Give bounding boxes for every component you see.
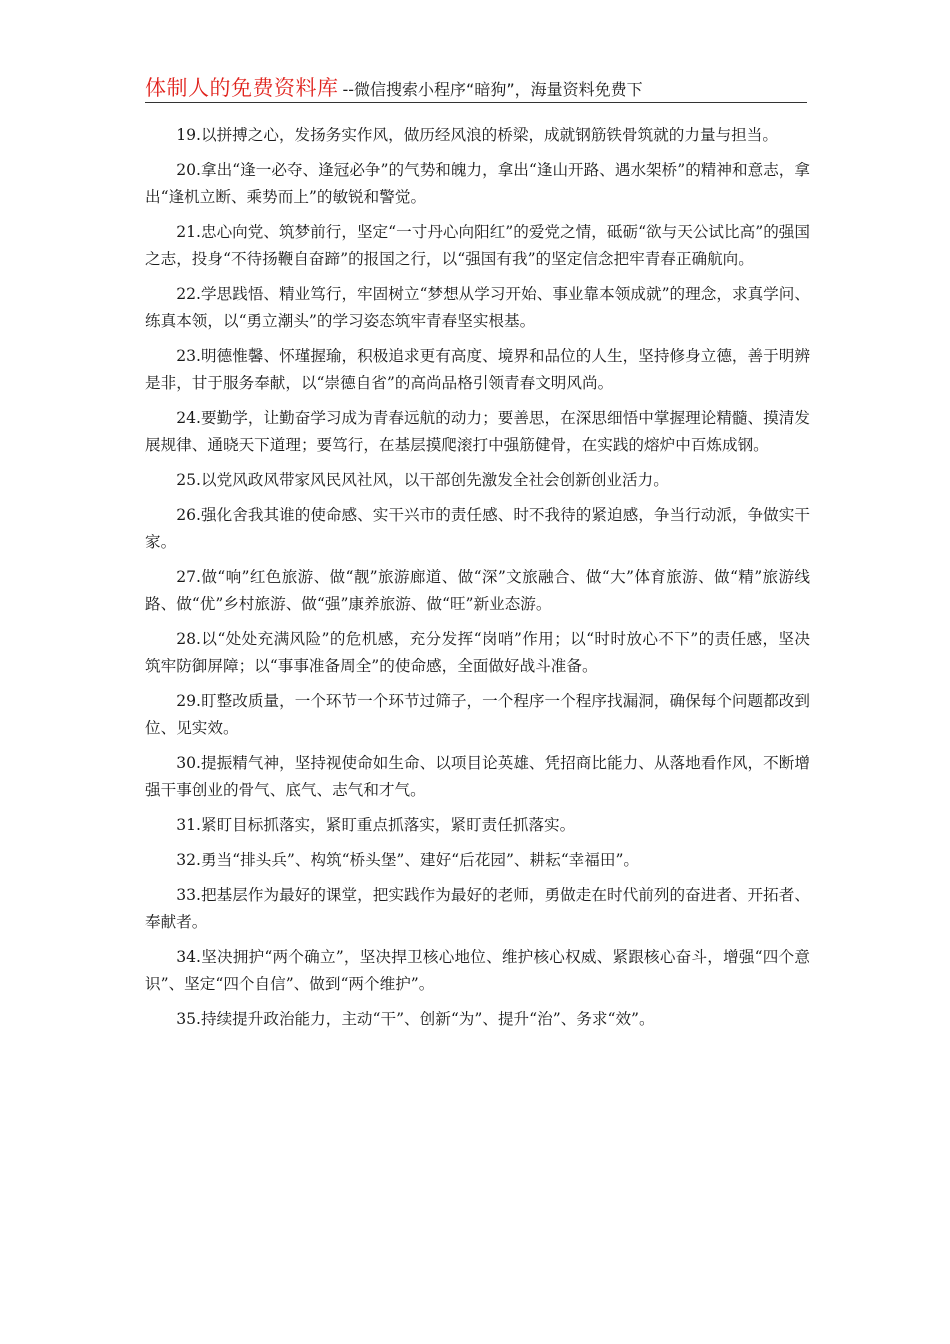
paragraph-30: 30.提振精气神，坚持视使命如生命、以项目论英雄、凭招商比能力、从落地看作风，不断增强干事创业的骨气、底气、志气和才气。	[145, 754, 810, 799]
paragraph-22: 22.学思践悟、精业笃行，牢固树立“梦想从学习开始、事业靠本领成就”的理念，求真学问、练真本领，以“勇立潮头”的学习姿态筑牢青春坚实根基。	[145, 285, 810, 330]
paragraph-32: 32.勇当“排头兵”、构筑“桥头堡”、建好“后花园”、耕耘“幸福田”。	[176, 851, 640, 869]
header-note: --微信搜索小程序“暗狗”，海量资料免费下	[342, 80, 643, 99]
document-body	[145, 122, 810, 1041]
paragraph-19: 19.以拼搏之心，发扬务实作风，做历经风浪的桥梁，成就钢筋铁骨筑就的力量与担当。	[176, 126, 778, 144]
paragraph-27: 27.做“响”红色旅游、做“靓”旅游廊道、做“深”文旅融合、做“大”体育旅游、做“精”旅游线路、做“优”乡村旅游、做“强”康养旅游、做“旺”新业态游。	[145, 568, 810, 613]
page-header	[145, 72, 807, 102]
paragraph-28: 28.以“处处充满风险”的危机感，充分发挥“岗哨”作用；以“时时放心不下”的责任感，坚决筑牢防御屏障；以“事事准备周全”的使命感，全面做好战斗准备。	[145, 630, 810, 675]
paragraph-26: 26.强化舍我其谁的使命感、实干兴市的责任感、时不我待的紧迫感，争当行动派，争做实干家。	[145, 506, 810, 551]
paragraph-24: 24.要勤学，让勤奋学习成为青春远航的动力；要善思，在深思细悟中掌握理论精髓、摸清发展规律、通晓天下道理；要笃行，在基层摸爬滚打中强筋健骨，在实践的熔炉中百炼成钢。	[145, 409, 810, 454]
paragraph-25: 25.以党风政风带家风民风社风，以干部创先激发全社会创新创业活力。	[176, 471, 669, 489]
paragraph-31: 31.紧盯目标抓落实，紧盯重点抓落实，紧盯责任抓落实。	[176, 816, 576, 834]
paragraph-33: 33.把基层作为最好的课堂，把实践作为最好的老师，勇做走在时代前列的奋进者、开拓者、奉献者。	[145, 886, 810, 931]
header-divider	[145, 102, 807, 103]
paragraph-23: 23.明德惟馨、怀瑾握瑜，积极追求更有高度、境界和品位的人生，坚持修身立德，善于明辨是非，甘于服务奉献，以“崇德自省”的高尚品格引领青春文明风尚。	[145, 347, 810, 392]
paragraph-34: 34.坚决拥护“两个确立”，坚决捍卫核心地位、维护核心权威、紧跟核心奋斗，增强“四个意识”、坚定“四个自信”、做到“两个维护”。	[145, 948, 810, 993]
paragraph-20: 20.拿出“逢一必夺、逢冠必争”的气势和魄力，拿出“逢山开路、遇水架桥”的精神和意志，拿出“逢机立断、乘势而上”的敏锐和警觉。	[145, 161, 810, 206]
paragraph-29: 29.盯整改质量，一个环节一个环节过筛子，一个程序一个程序找漏洞，确保每个问题都改到位、见实效。	[145, 692, 810, 737]
paragraph-21: 21.忠心向党、筑梦前行，坚定“一寸丹心向阳红”的爱党之情，砥砺“欲与天公试比高”的强国之志，投身“不待扬鞭自奋蹄”的报国之行，以“强国有我”的坚定信念把牢青春正确航向。	[145, 223, 810, 268]
paragraph-35: 35.持续提升政治能力，主动“干”、创新“为”、提升“治”、务求“效”。	[176, 1010, 655, 1028]
header-brand: 体制人的免费资料库	[145, 76, 339, 100]
